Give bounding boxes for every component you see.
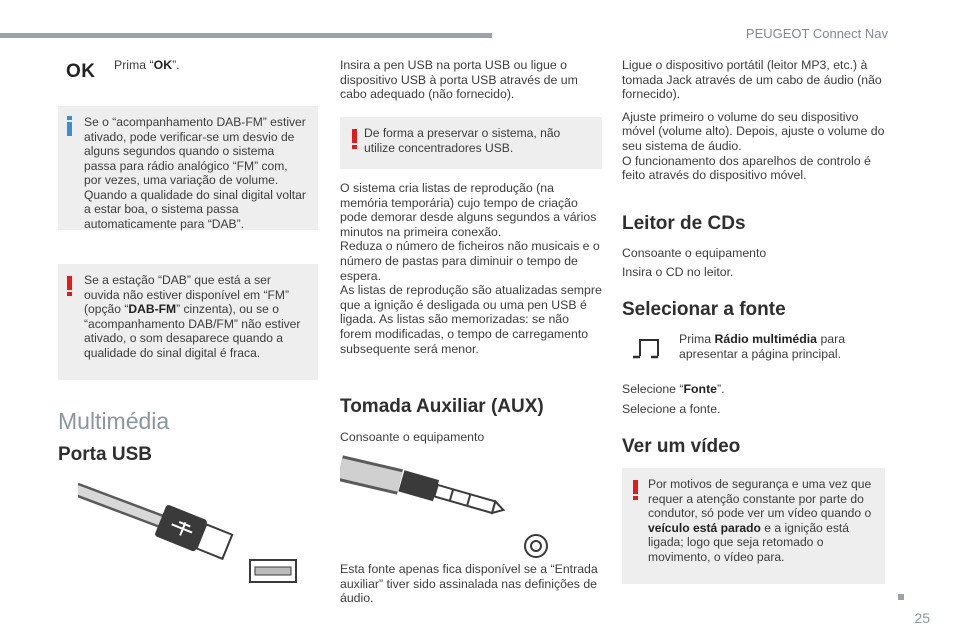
warning-box-dab	[58, 264, 318, 380]
warning-text: Se a estação “DAB” que está a ser ouvida não estiver disponível em “FM” (opção “DAB-FM” cinzenta), ou se o “acompanhamento DAB/FM” não estiver ativado, o som desaparece quando a qualidade do sinal digital é fraca.	[84, 273, 301, 360]
header-rule	[0, 33, 492, 38]
brand-title: PEUGEOT Connect Nav	[745, 26, 888, 41]
warning-text: De forma a preservar o sistema, não utilize concentradores USB.	[364, 126, 561, 155]
warning-icon	[633, 480, 638, 500]
aux-equipment-note: Consoante o equipamento	[340, 430, 485, 444]
warning-icon	[67, 276, 72, 296]
warning-icon	[352, 129, 357, 149]
warning-box-usb	[340, 117, 602, 169]
page-number: 25	[914, 610, 930, 626]
aux-connect-text: Ligue o dispositivo portátil (leitor MP3, etc.) à tomada Jack através de um cabo de áudio (não fornecido).	[622, 58, 882, 102]
volume-text: Ajuste primeiro o volume do seu dispositivo móvel (volume alto). Depois, ajuste o volume do seu sistema de áudio.	[622, 109, 885, 153]
info-text-2: Quando a qualidade do sinal digital voltar a estar boa, o sistema passa automaticamente para “DAB”.	[84, 187, 306, 231]
warning-box-video	[622, 468, 885, 584]
cd-heading: Leitor de CDs	[622, 213, 746, 234]
playlist-text-3: As listas de reprodução são atualizadas sempre que a ignição é desligada ou uma pen USB é ligada. As listas são memorizadas: se não forem modificadas, o tempo de carregamento subsequente será menor.	[340, 283, 602, 356]
aux-heading: Tomada Auxiliar (AUX)	[340, 396, 544, 417]
info-icon	[67, 116, 72, 136]
playlist-text: O sistema cria listas de reprodução (na memória temporária) cujo tempo de criação pode demorar desde alguns segundos a vários minutos na primeira conexão.	[340, 181, 597, 239]
video-warning-text: Por motivos de segurança e uma vez que requer a atenção constante por parte do condutor, só pode ver um vídeo quando o veículo está parado e a ignição está ligada; logo que seja retomado o movimento, o vídeo para.	[648, 477, 872, 564]
playlist-text-2: Reduza o número de ficheiros não musicais e o número de pastas para diminuir o tempo de espera.	[340, 239, 600, 283]
jack-cable-illustration	[340, 450, 560, 558]
cd-equipment-note: Consoante o equipamento	[622, 246, 767, 260]
ok-instruction: Prima “OK”.	[114, 58, 180, 72]
source-heading: Selecionar a fonte	[622, 299, 786, 320]
end-marker	[898, 594, 904, 600]
section-title: Multimédia	[58, 408, 170, 434]
usb-cable-illustration	[78, 472, 298, 584]
ok-icon: OK	[66, 61, 96, 82]
usb-heading: Porta USB	[58, 444, 152, 465]
control-text: O funcionamento dos aparelhos de controlo é feito através do dispositivo móvel.	[622, 153, 871, 183]
cd-insert-text: Insira o CD no leitor.	[622, 265, 734, 279]
source-instruction: Prima Rádio multimédia para apresentar a página principal.	[679, 332, 846, 361]
music-note-icon	[633, 337, 661, 361]
video-heading: Ver um vídeo	[622, 436, 741, 457]
aux-availability-note: Esta fonte apenas fica disponível se a “Entrada auxiliar” tiver sido assinalada nas definições de áudio.	[340, 562, 598, 606]
usb-instruction: Insira a pen USB na porta USB ou ligue o dispositivo USB à porta USB através de um cabo adequado (não fornecido).	[340, 58, 578, 102]
info-box	[58, 106, 318, 230]
select-source-step: Selecione “Fonte”.	[622, 382, 725, 396]
info-text: Se o “acompanhamento DAB-FM” estiver ativado, pode verificar-se um desvio de alguns segundos quando o sistema passa para rádio analógico “FM” com, por vezes, uma variação de volume.	[84, 115, 306, 187]
select-source-text: Selecione a fonte.	[622, 402, 721, 416]
